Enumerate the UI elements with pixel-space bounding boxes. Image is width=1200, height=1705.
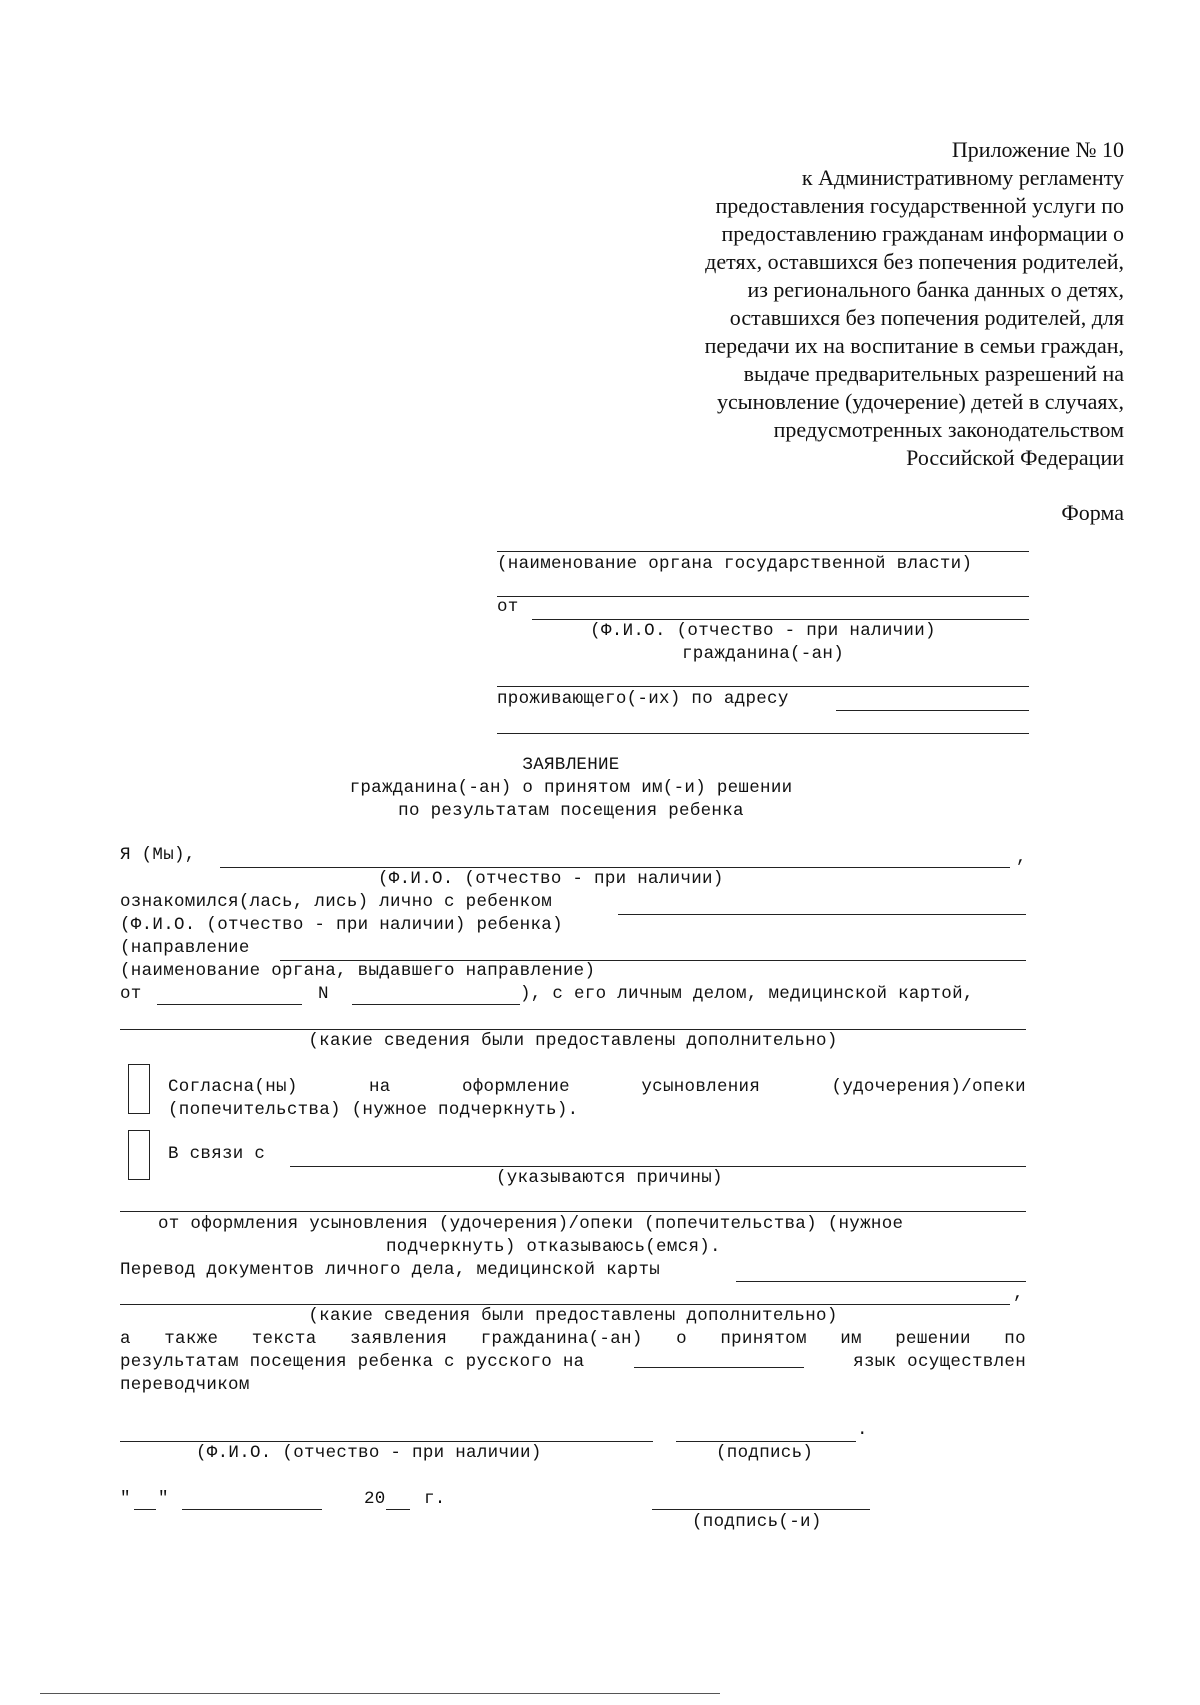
referral-organ-caption: (наименование органа, выдавшего направление) (120, 961, 596, 981)
header-line: Российской Федерации (906, 445, 1124, 470)
also-word: принятом (720, 1329, 807, 1349)
also-word: заявления (349, 1329, 448, 1349)
date-quote-open: " (120, 1489, 131, 1509)
header-line: предоставления государственной услуги по (715, 193, 1124, 218)
referral-label: (направление (120, 938, 250, 958)
applicant-fio-caption: (Ф.И.О. (отчество - при наличии) (378, 869, 724, 889)
header-block (604, 136, 1124, 472)
agree-line-2: (попечительства) (нужное подчеркнуть). (168, 1100, 579, 1120)
translator-fio-caption: (Ф.И.О. (отчество - при наличии) (196, 1443, 542, 1463)
agree-word: на (368, 1077, 391, 1097)
title-line-3: по результатам посещения ребенка (398, 801, 744, 821)
header-line: выдаче предварительных разрешений на (743, 361, 1124, 386)
child-fio-caption: (Ф.И.О. (отчество - при наличии) ребенка) (120, 915, 563, 935)
date-quote-close: " (158, 1489, 169, 1509)
referral-date-line[interactable] (157, 1004, 302, 1005)
refuse-line-2: подчеркнуть) отказываюсь(емся). (386, 1237, 721, 1257)
form-label: Форма (1061, 500, 1124, 525)
document-title: ЗАЯВЛЕНИЕ (522, 755, 620, 775)
results-left: результатам посещения ребенка с русского на (120, 1352, 585, 1372)
residing-label: проживающего(-их) по адресу (497, 689, 789, 709)
citizen-caption: гражданина(-ан) (681, 644, 845, 664)
translation-line[interactable] (736, 1281, 1026, 1282)
extra-info-caption: (какие сведения были предоставлены дополнительно) (308, 1031, 838, 1051)
also-word: решении (895, 1329, 971, 1349)
date-month-line[interactable] (182, 1509, 322, 1510)
also-word: гражданина(-ан) (480, 1329, 643, 1349)
organ-name-line[interactable] (497, 551, 1029, 552)
addressee-line[interactable] (497, 596, 1029, 597)
refuse-checkbox[interactable] (128, 1130, 150, 1180)
from-label: от (497, 597, 519, 617)
also-word: им (840, 1329, 862, 1349)
translator-signature-line[interactable] (676, 1441, 856, 1442)
reasons-line[interactable] (290, 1166, 1026, 1167)
agree-line-1 (168, 1077, 1026, 1097)
citizen-line[interactable] (497, 686, 1029, 687)
results-right: язык осуществлен (853, 1352, 1026, 1372)
date-year-line[interactable] (386, 1509, 410, 1510)
child-fio-line[interactable] (618, 914, 1026, 915)
applicant-fio-line[interactable] (220, 867, 1010, 868)
results-line (120, 1352, 1026, 1372)
header-line: передачи их на воспитание в семьи граждан, (704, 333, 1124, 358)
title-line-2: гражданина(-ан) о принятом им(-и) решении (349, 778, 793, 798)
address-line[interactable] (836, 710, 1029, 711)
also-word: также (164, 1329, 219, 1349)
header-line: предоставлению гражданам информации о (721, 221, 1124, 246)
acquainted-label: ознакомился(лась, лись) лично с ребенком (120, 892, 553, 912)
also-word: о (676, 1329, 687, 1349)
fio-caption: (Ф.И.О. (отчество - при наличии) (590, 621, 936, 641)
also-word: текста (251, 1329, 317, 1349)
date-day-line[interactable] (134, 1509, 156, 1510)
header-line: Приложение № 10 (951, 137, 1124, 162)
header-line: оставшихся без попечения родителей, для (729, 305, 1124, 330)
language-line[interactable] (634, 1352, 804, 1372)
header-line: к Административному регламенту (801, 165, 1124, 190)
translation-comma: , (1013, 1284, 1024, 1304)
header-line: детях, оставшихся без попечения родителей, (705, 249, 1124, 274)
referral-number-line[interactable] (352, 1004, 520, 1005)
referral-number-label: N (318, 984, 329, 1004)
from-fio-line[interactable] (532, 619, 1029, 620)
applicant-signature-line[interactable] (652, 1509, 870, 1510)
also-line (120, 1329, 1026, 1349)
i-we-label: Я (Мы), (120, 845, 196, 865)
translator-signature-caption: (подпись) (716, 1443, 814, 1463)
referral-from-label: от (120, 984, 142, 1004)
agree-word: (удочерения)/опеки (831, 1077, 1026, 1097)
extra-info-line[interactable] (120, 1029, 1026, 1030)
reasons-line-2[interactable] (120, 1211, 1026, 1212)
comma: , (1016, 848, 1027, 868)
agree-word: Согласна(ны) (168, 1077, 298, 1097)
year-prefix: 20 (364, 1489, 386, 1509)
agree-word: оформление (461, 1077, 570, 1097)
year-suffix: г. (424, 1489, 446, 1509)
organ-name-caption: (наименование органа государственной власти) (497, 554, 973, 574)
footer-divider (40, 1693, 720, 1694)
translation-line-2[interactable] (120, 1304, 1010, 1305)
also-word: по (1004, 1329, 1026, 1349)
header-line: усыновление (удочерение) детей в случаях, (717, 389, 1124, 414)
translation-label: Перевод документов личного дела, медицинской карты (120, 1260, 661, 1280)
applicant-signature-caption: (подпись(-и) (692, 1512, 822, 1532)
due-to-label: В связи с (168, 1144, 266, 1164)
translator-fio-line[interactable] (120, 1441, 653, 1442)
personal-file-text: ), с его личным делом, медицинской картой, (520, 984, 974, 1004)
agree-checkbox[interactable] (128, 1064, 150, 1114)
reasons-caption: (указываются причины) (496, 1168, 723, 1188)
signature-period: . (857, 1420, 868, 1440)
header-line: из регионального банка данных о детях, (747, 277, 1124, 302)
header-line: предусмотренных законодательством (773, 417, 1124, 442)
extra-info-caption-2: (какие сведения были предоставлены дополнительно) (308, 1306, 838, 1326)
agree-word: усыновления (641, 1077, 761, 1097)
refuse-line-1: от оформления усыновления (удочерения)/опеки (попечительства) (нужное (158, 1214, 904, 1234)
also-word: а (120, 1329, 131, 1349)
translator-label: переводчиком (120, 1375, 250, 1395)
address-line-2[interactable] (497, 733, 1029, 734)
